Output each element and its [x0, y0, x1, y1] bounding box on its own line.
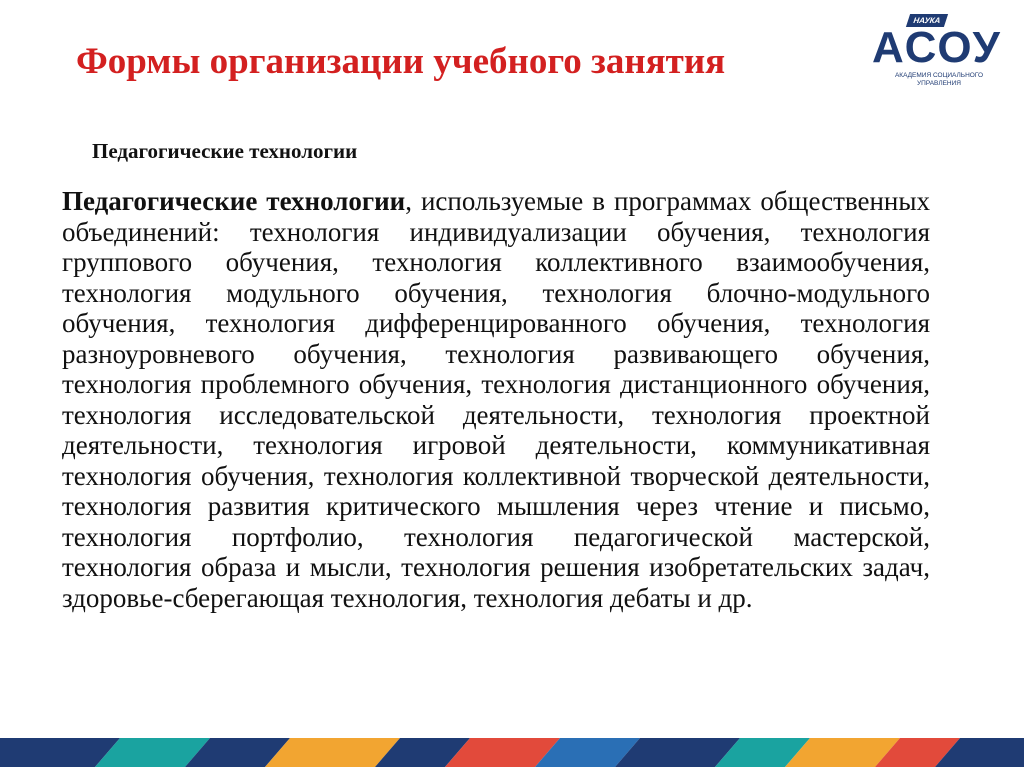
logo-brand: АСОУ	[872, 23, 1002, 72]
logo-badge: НАУКА	[906, 14, 948, 27]
body-lead: Педагогические технологии	[62, 186, 406, 216]
slide-title: Формы организации учебного занятия	[76, 41, 726, 82]
slide-subtitle: Педагогические технологии	[92, 139, 358, 163]
body-rest: , используемые в программах общественных объединений: технология индивидуализации обучения, технология группового обучения, технология коллективного взаимообучения, технология модульного обучения, технология блочно-модульного обучения, технология дифференцированного обучения, технология разноуровневого обучения, технология развивающего обучения, технология проблемного обучения, технология дистанционного обучения, технология исследовательской деятельности, технология проектной деятельности, технология игровой деятельности, коммуникативная технология обучения, технология коллективной творческой деятельности, технология развития критического мышления через чтение и письмо, технология портфолио, технология педагогической мастерской, технология образа и мысли, технология решения изобретательских задач, здоровье-сберегающая технология, технология дебаты и др.	[62, 186, 930, 613]
logo-caption: АКАДЕМИЯ СОЦИАЛЬНОГО УПРАВЛЕНИЯ	[894, 72, 984, 87]
body-paragraph	[62, 186, 930, 613]
asou-logo	[866, 14, 1000, 88]
footer-decoration	[0, 738, 1024, 767]
